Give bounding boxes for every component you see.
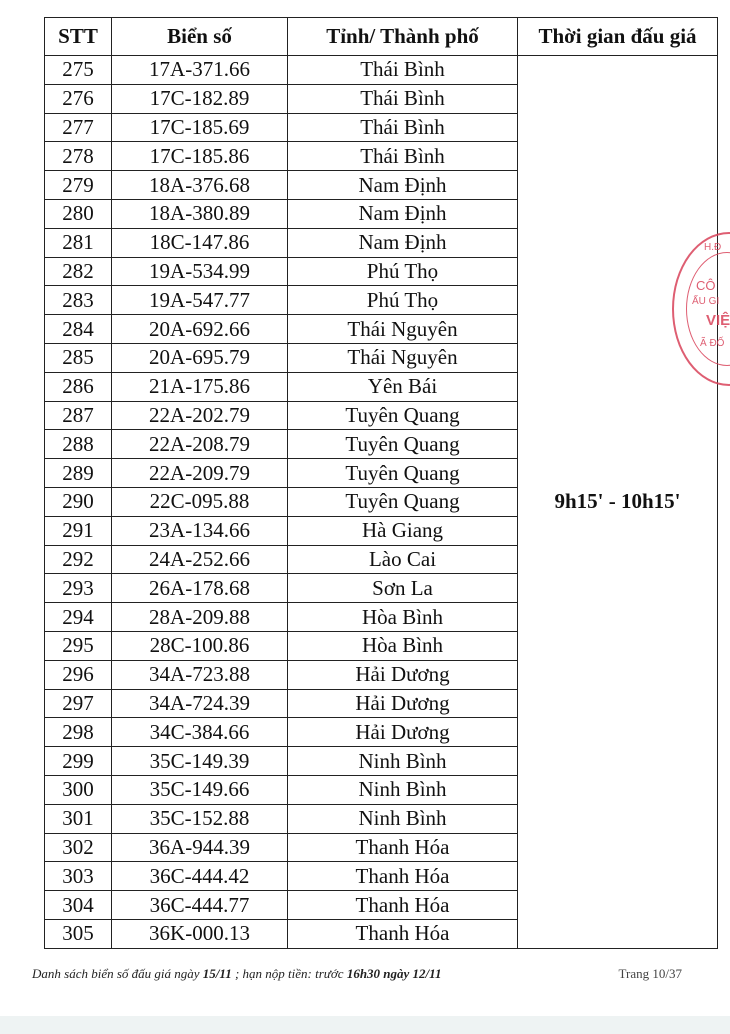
cell-stt: 299 (45, 747, 112, 776)
cell-province: Tuyên Quang (288, 459, 518, 488)
page-number: Trang 10/37 (618, 966, 682, 981)
page-footer (32, 966, 692, 982)
cell-stt: 295 (45, 631, 112, 660)
cell-province: Lào Cai (288, 545, 518, 574)
cell-stt: 288 (45, 430, 112, 459)
cell-plate: 22A-202.79 (112, 401, 288, 430)
cell-stt: 275 (45, 56, 112, 85)
cell-stt: 277 (45, 113, 112, 142)
cell-plate: 18C-147.86 (112, 228, 288, 257)
cell-province: Sơn La (288, 574, 518, 603)
footer-deadline: 16h30 ngày 12/11 (346, 966, 442, 981)
cell-province: Ninh Bình (288, 804, 518, 833)
cell-plate: 21A-175.86 (112, 372, 288, 401)
cell-plate: 36C-444.77 (112, 891, 288, 920)
cell-stt: 280 (45, 199, 112, 228)
cell-plate: 36C-444.42 (112, 862, 288, 891)
cell-province: Ninh Bình (288, 747, 518, 776)
cell-plate: 35C-152.88 (112, 804, 288, 833)
cell-province: Nam Định (288, 171, 518, 200)
cell-stt: 276 (45, 84, 112, 113)
cell-plate: 19A-547.77 (112, 286, 288, 315)
scan-bottom-strip (0, 1016, 730, 1034)
cell-province: Thanh Hóa (288, 919, 518, 948)
cell-stt: 305 (45, 919, 112, 948)
cell-province: Phú Thọ (288, 257, 518, 286)
cell-plate: 22A-209.79 (112, 459, 288, 488)
table-body (45, 56, 718, 949)
cell-province: Tuyên Quang (288, 401, 518, 430)
cell-province: Hòa Bình (288, 631, 518, 660)
cell-stt: 303 (45, 862, 112, 891)
cell-stt: 301 (45, 804, 112, 833)
cell-province: Hải Dương (288, 660, 518, 689)
cell-plate: 18A-380.89 (112, 199, 288, 228)
cell-province: Hà Giang (288, 516, 518, 545)
footer-text: ; hạn nộp tiền: trước (231, 966, 347, 981)
header-stt: STT (45, 18, 112, 56)
seal-text: VIỆ (706, 312, 730, 329)
cell-plate: 35C-149.39 (112, 747, 288, 776)
cell-plate: 20A-692.66 (112, 315, 288, 344)
cell-stt: 281 (45, 228, 112, 257)
cell-province: Thái Nguyên (288, 343, 518, 372)
cell-plate: 24A-252.66 (112, 545, 288, 574)
cell-stt: 282 (45, 257, 112, 286)
cell-stt: 290 (45, 487, 112, 516)
seal-text: CÔ (696, 278, 716, 293)
auction-table (44, 17, 718, 949)
cell-province: Hải Dương (288, 689, 518, 718)
cell-province: Thái Bình (288, 142, 518, 171)
cell-plate: 22A-208.79 (112, 430, 288, 459)
table-row (45, 56, 718, 85)
cell-plate: 23A-134.66 (112, 516, 288, 545)
cell-stt: 297 (45, 689, 112, 718)
seal-text: ẤU GI (692, 296, 720, 307)
cell-province: Nam Định (288, 199, 518, 228)
cell-plate: 17A-371.66 (112, 56, 288, 85)
cell-auction-time: 9h15' - 10h15' (518, 56, 718, 949)
cell-plate: 20A-695.79 (112, 343, 288, 372)
cell-province: Thanh Hóa (288, 862, 518, 891)
footer-date: 15/11 (202, 966, 232, 981)
cell-stt: 300 (45, 775, 112, 804)
cell-stt: 284 (45, 315, 112, 344)
cell-plate: 36K-000.13 (112, 919, 288, 948)
cell-province: Ninh Bình (288, 775, 518, 804)
cell-province: Hòa Bình (288, 603, 518, 632)
seal-text: H.Đ (704, 242, 722, 253)
cell-plate: 36A-944.39 (112, 833, 288, 862)
cell-stt: 293 (45, 574, 112, 603)
cell-plate: 18A-376.68 (112, 171, 288, 200)
cell-stt: 292 (45, 545, 112, 574)
cell-province: Hải Dương (288, 718, 518, 747)
cell-stt: 287 (45, 401, 112, 430)
cell-province: Phú Thọ (288, 286, 518, 315)
cell-stt: 289 (45, 459, 112, 488)
cell-plate: 17C-185.86 (112, 142, 288, 171)
footer-text: Danh sách biển số đấu giá ngày (32, 966, 203, 981)
cell-province: Nam Định (288, 228, 518, 257)
cell-plate: 35C-149.66 (112, 775, 288, 804)
seal-text: Ã ĐỐ (700, 338, 725, 349)
header-auction-time: Thời gian đấu giá (518, 18, 718, 56)
cell-province: Thái Bình (288, 56, 518, 85)
cell-plate: 28A-209.88 (112, 603, 288, 632)
header-plate: Biển số (112, 18, 288, 56)
cell-plate: 22C-095.88 (112, 487, 288, 516)
cell-plate: 34A-724.39 (112, 689, 288, 718)
cell-stt: 302 (45, 833, 112, 862)
cell-province: Tuyên Quang (288, 430, 518, 459)
cell-province: Thanh Hóa (288, 833, 518, 862)
cell-plate: 17C-185.69 (112, 113, 288, 142)
cell-stt: 294 (45, 603, 112, 632)
cell-stt: 296 (45, 660, 112, 689)
cell-stt: 279 (45, 171, 112, 200)
cell-stt: 283 (45, 286, 112, 315)
header-row (45, 18, 718, 56)
cell-stt: 278 (45, 142, 112, 171)
cell-stt: 285 (45, 343, 112, 372)
cell-stt: 304 (45, 891, 112, 920)
cell-stt: 298 (45, 718, 112, 747)
cell-province: Thanh Hóa (288, 891, 518, 920)
cell-plate: 19A-534.99 (112, 257, 288, 286)
cell-stt: 291 (45, 516, 112, 545)
cell-plate: 34A-723.88 (112, 660, 288, 689)
cell-plate: 17C-182.89 (112, 84, 288, 113)
cell-plate: 34C-384.66 (112, 718, 288, 747)
cell-plate: 28C-100.86 (112, 631, 288, 660)
cell-plate: 26A-178.68 (112, 574, 288, 603)
cell-province: Tuyên Quang (288, 487, 518, 516)
cell-stt: 286 (45, 372, 112, 401)
header-province: Tỉnh/ Thành phố (288, 18, 518, 56)
cell-province: Thái Bình (288, 84, 518, 113)
cell-province: Yên Bái (288, 372, 518, 401)
cell-province: Thái Nguyên (288, 315, 518, 344)
cell-province: Thái Bình (288, 113, 518, 142)
